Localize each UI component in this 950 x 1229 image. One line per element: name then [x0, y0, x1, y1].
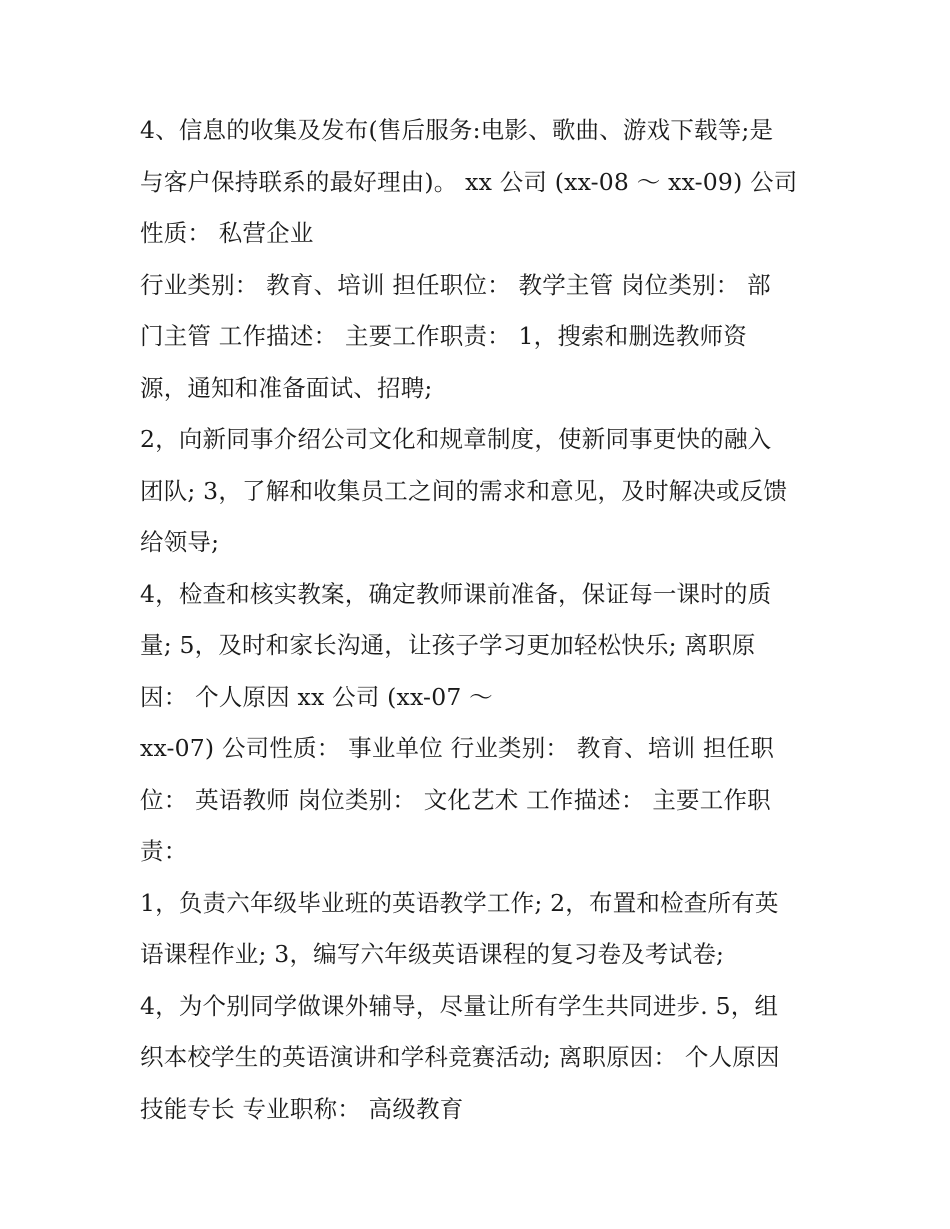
text-line: 1，负责六年级毕业班的英语教学工作; 2，布置和检查所有英: [140, 888, 779, 917]
text-line: 4，为个别同学做课外辅导，尽量让所有学生共同进步. 5，组: [140, 991, 779, 1020]
text-line: 织本校学生的英语演讲和学科竞赛活动; 离职原因： 个人原因: [140, 1043, 780, 1071]
text-line: 给领导;: [140, 528, 220, 556]
text-line: 技能专长 专业职称： 高级教育: [140, 1094, 464, 1123]
text-line: 因： 个人原因 xx 公司 (xx-07 ～: [140, 682, 493, 711]
text-line: 团队; 3，了解和收集员工之间的需求和意见，及时解决或反馈: [140, 476, 788, 505]
text-line: 4，检查和核实教案，确定教师课前准备，保证每一课时的质: [140, 579, 772, 608]
text-line: 量; 5，及时和家长沟通，让孩子学习更加轻松快乐; 离职原: [140, 631, 756, 659]
text-line: 性质： 私营企业: [140, 219, 314, 247]
text-line: 4、信息的收集及发布(售后服务:电影、歌曲、游戏下载等;是: [140, 116, 774, 144]
text-line: 门主管 工作描述： 主要工作职责： 1，搜索和删选教师资: [140, 322, 747, 350]
text-line: 语课程作业; 3，编写六年级英语课程的复习卷及考试卷;: [140, 940, 725, 968]
text-line: xx-07) 公司性质： 事业单位 行业类别： 教育、培训 担任职: [140, 734, 775, 762]
text-line: 行业类别： 教育、培训 担任职位： 教学主管 岗位类别： 部: [140, 270, 771, 299]
document-body: [140, 105, 820, 1135]
text-line: 位： 英语教师 岗位类别： 文化艺术 工作描述： 主要工作职: [140, 785, 771, 814]
text-line: 2，向新同事介绍公司文化和规章制度，使新同事更快的融入: [140, 425, 772, 453]
text-line: 源，通知和准备面试、招聘;: [140, 373, 433, 402]
text-line: 责：: [140, 837, 188, 865]
text-line: 与客户保持联系的最好理由)。 xx 公司 (xx-08 ～ xx-09) 公司: [140, 167, 798, 196]
